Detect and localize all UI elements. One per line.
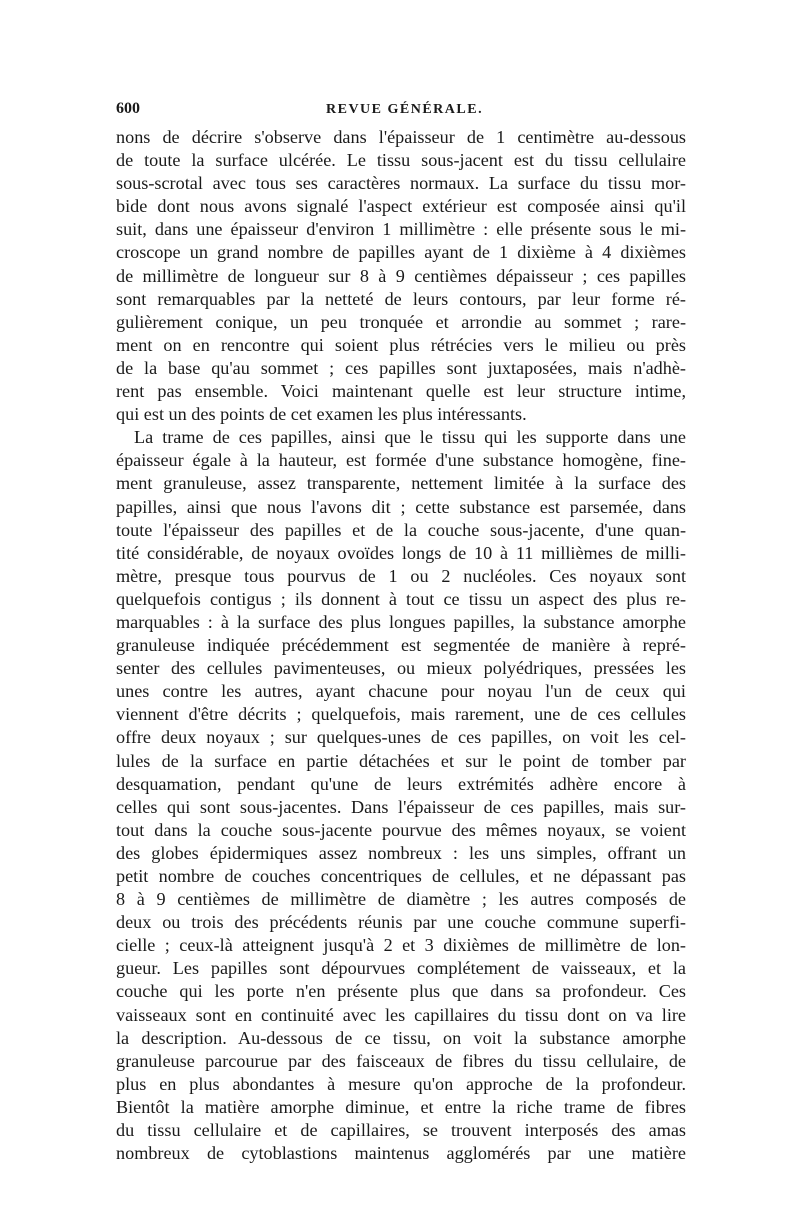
text-line: ment on en rencontre qui soient plus rétrécies vers le milieu ou près	[116, 334, 686, 355]
text-line: granuleuse parcourue par des faisceaux de fibres du tissu cellulaire, de	[116, 1050, 686, 1071]
text-line: quelquefois contigus ; ils donnent à tout ce tissu un aspect des plus re-	[116, 588, 686, 609]
text-line: sous-scrotal avec tous ses caractères normaux. La surface du tissu mor-	[116, 173, 686, 194]
body-text	[116, 126, 686, 1165]
page-number: 600	[116, 100, 140, 117]
text-line: bide dont nous avons signalé l'aspect extérieur est composée ainsi qu'il	[116, 196, 686, 217]
text-line: suit, dans une épaisseur d'environ 1 millimètre : elle présente sous le mi-	[116, 219, 686, 240]
page-header	[116, 100, 686, 124]
text-line: des globes épidermiques assez nombreux : les uns simples, offrant un	[116, 842, 686, 863]
text-line: lules de la surface en partie détachées et sur le point de tomber par	[116, 750, 686, 771]
text-line: 8 à 9 centièmes de millimètre de diamètre ; les autres composés de	[116, 889, 686, 910]
text-line: rent pas ensemble. Voici maintenant quelle est leur structure intime,	[116, 381, 686, 402]
text-line: épaisseur égale à la hauteur, est formée d'une substance homogène, fine-	[116, 450, 686, 471]
text-line: celles qui sont sous-jacentes. Dans l'épaisseur de ces papilles, mais sur-	[116, 796, 686, 817]
text-line: viennent d'être décrits ; quelquefois, mais rarement, une de ces cellules	[116, 704, 686, 725]
text-line: couche qui les porte n'en présente plus que dans sa profondeur. Ces	[116, 981, 686, 1002]
text-line: de millimètre de longueur sur 8 à 9 centièmes dépaisseur ; ces papilles	[116, 265, 686, 286]
text-line: granuleuse indiquée précédemment est segmentée de manière à repré-	[116, 635, 686, 656]
paragraph-start-line: La trame de ces papilles, ainsi que le tissu qui les supporte dans une	[134, 427, 686, 448]
text-line: sont remarquables par la netteté de leurs contours, par leur forme ré-	[116, 288, 686, 309]
text-line: deux ou trois des précédents réunis par une couche commune superfi-	[116, 912, 686, 933]
text-line: de la base qu'au sommet ; ces papilles sont juxtaposées, mais n'adhè-	[116, 357, 686, 378]
text-line: nombreux de cytoblastions maintenus agglomérés par une matière	[116, 1143, 686, 1164]
text-line: ment granuleuse, assez transparente, nettement limitée à la surface des	[116, 473, 686, 494]
text-line: desquamation, pendant qu'une de leurs extrémités adhère encore à	[116, 773, 686, 794]
paragraph-end-line: qui est un des points de cet examen les plus intéressants.	[116, 404, 527, 425]
text-line: gulièrement conique, un peu tronquée et arrondie au sommet ; rare-	[116, 311, 686, 332]
text-line: cielle ; ceux-là atteignent jusqu'à 2 et 3 dixièmes de millimètre de lon-	[116, 935, 686, 956]
text-line: tité considérable, de noyaux ovoïdes longs de 10 à 11 millièmes de milli-	[116, 542, 686, 563]
text-line: Bientôt la matière amorphe diminue, et entre la riche trame de fibres	[116, 1096, 686, 1117]
text-line: la description. Au-dessous de ce tissu, on voit la substance amorphe	[116, 1027, 686, 1048]
text-line: croscope un grand nombre de papilles ayant de 1 dixième à 4 dixièmes	[116, 242, 686, 263]
text-line: marquables : à la surface des plus longues papilles, la substance amorphe	[116, 611, 686, 632]
text-line: unes contre les autres, ayant chacune pour noyau l'un de ceux qui	[116, 681, 686, 702]
text-line: offre deux noyaux ; sur quelques-unes de ces papilles, on voit les cel-	[116, 727, 686, 748]
text-line: gueur. Les papilles sont dépourvues complétement de vaisseaux, et la	[116, 958, 686, 979]
text-line: petit nombre de couches concentriques de cellules, et ne dépassant pas	[116, 866, 686, 886]
text-line: vaisseaux sont en continuité avec les capillaires du tissu dont on va lire	[116, 1004, 686, 1025]
text-line: de toute la surface ulcérée. Le tissu sous-jacent est du tissu cellulaire	[116, 150, 686, 171]
text-line: plus en plus abondantes à mesure qu'on approche de la profondeur.	[116, 1073, 686, 1094]
text-line: nons de décrire s'observe dans l'épaisseur de 1 centimètre au-dessous	[116, 127, 686, 147]
text-line: toute l'épaisseur des papilles et de la couche sous-jacente, d'une quan-	[116, 519, 686, 540]
text-line: senter des cellules pavimenteuses, ou mieux polyédriques, pressées les	[116, 658, 686, 679]
text-line: du tissu cellulaire et de capillaires, se trouvent interposés des amas	[116, 1120, 686, 1141]
text-line: tout dans la couche sous-jacente pourvue des mêmes noyaux, se voient	[116, 819, 686, 840]
text-line: papilles, ainsi que nous l'avons dit ; cette substance est parsemée, dans	[116, 496, 686, 517]
text-line: mètre, presque tous pourvus de 1 ou 2 nucléoles. Ces noyaux sont	[116, 565, 686, 586]
running-head: REVUE GÉNÉRALE.	[326, 102, 484, 117]
